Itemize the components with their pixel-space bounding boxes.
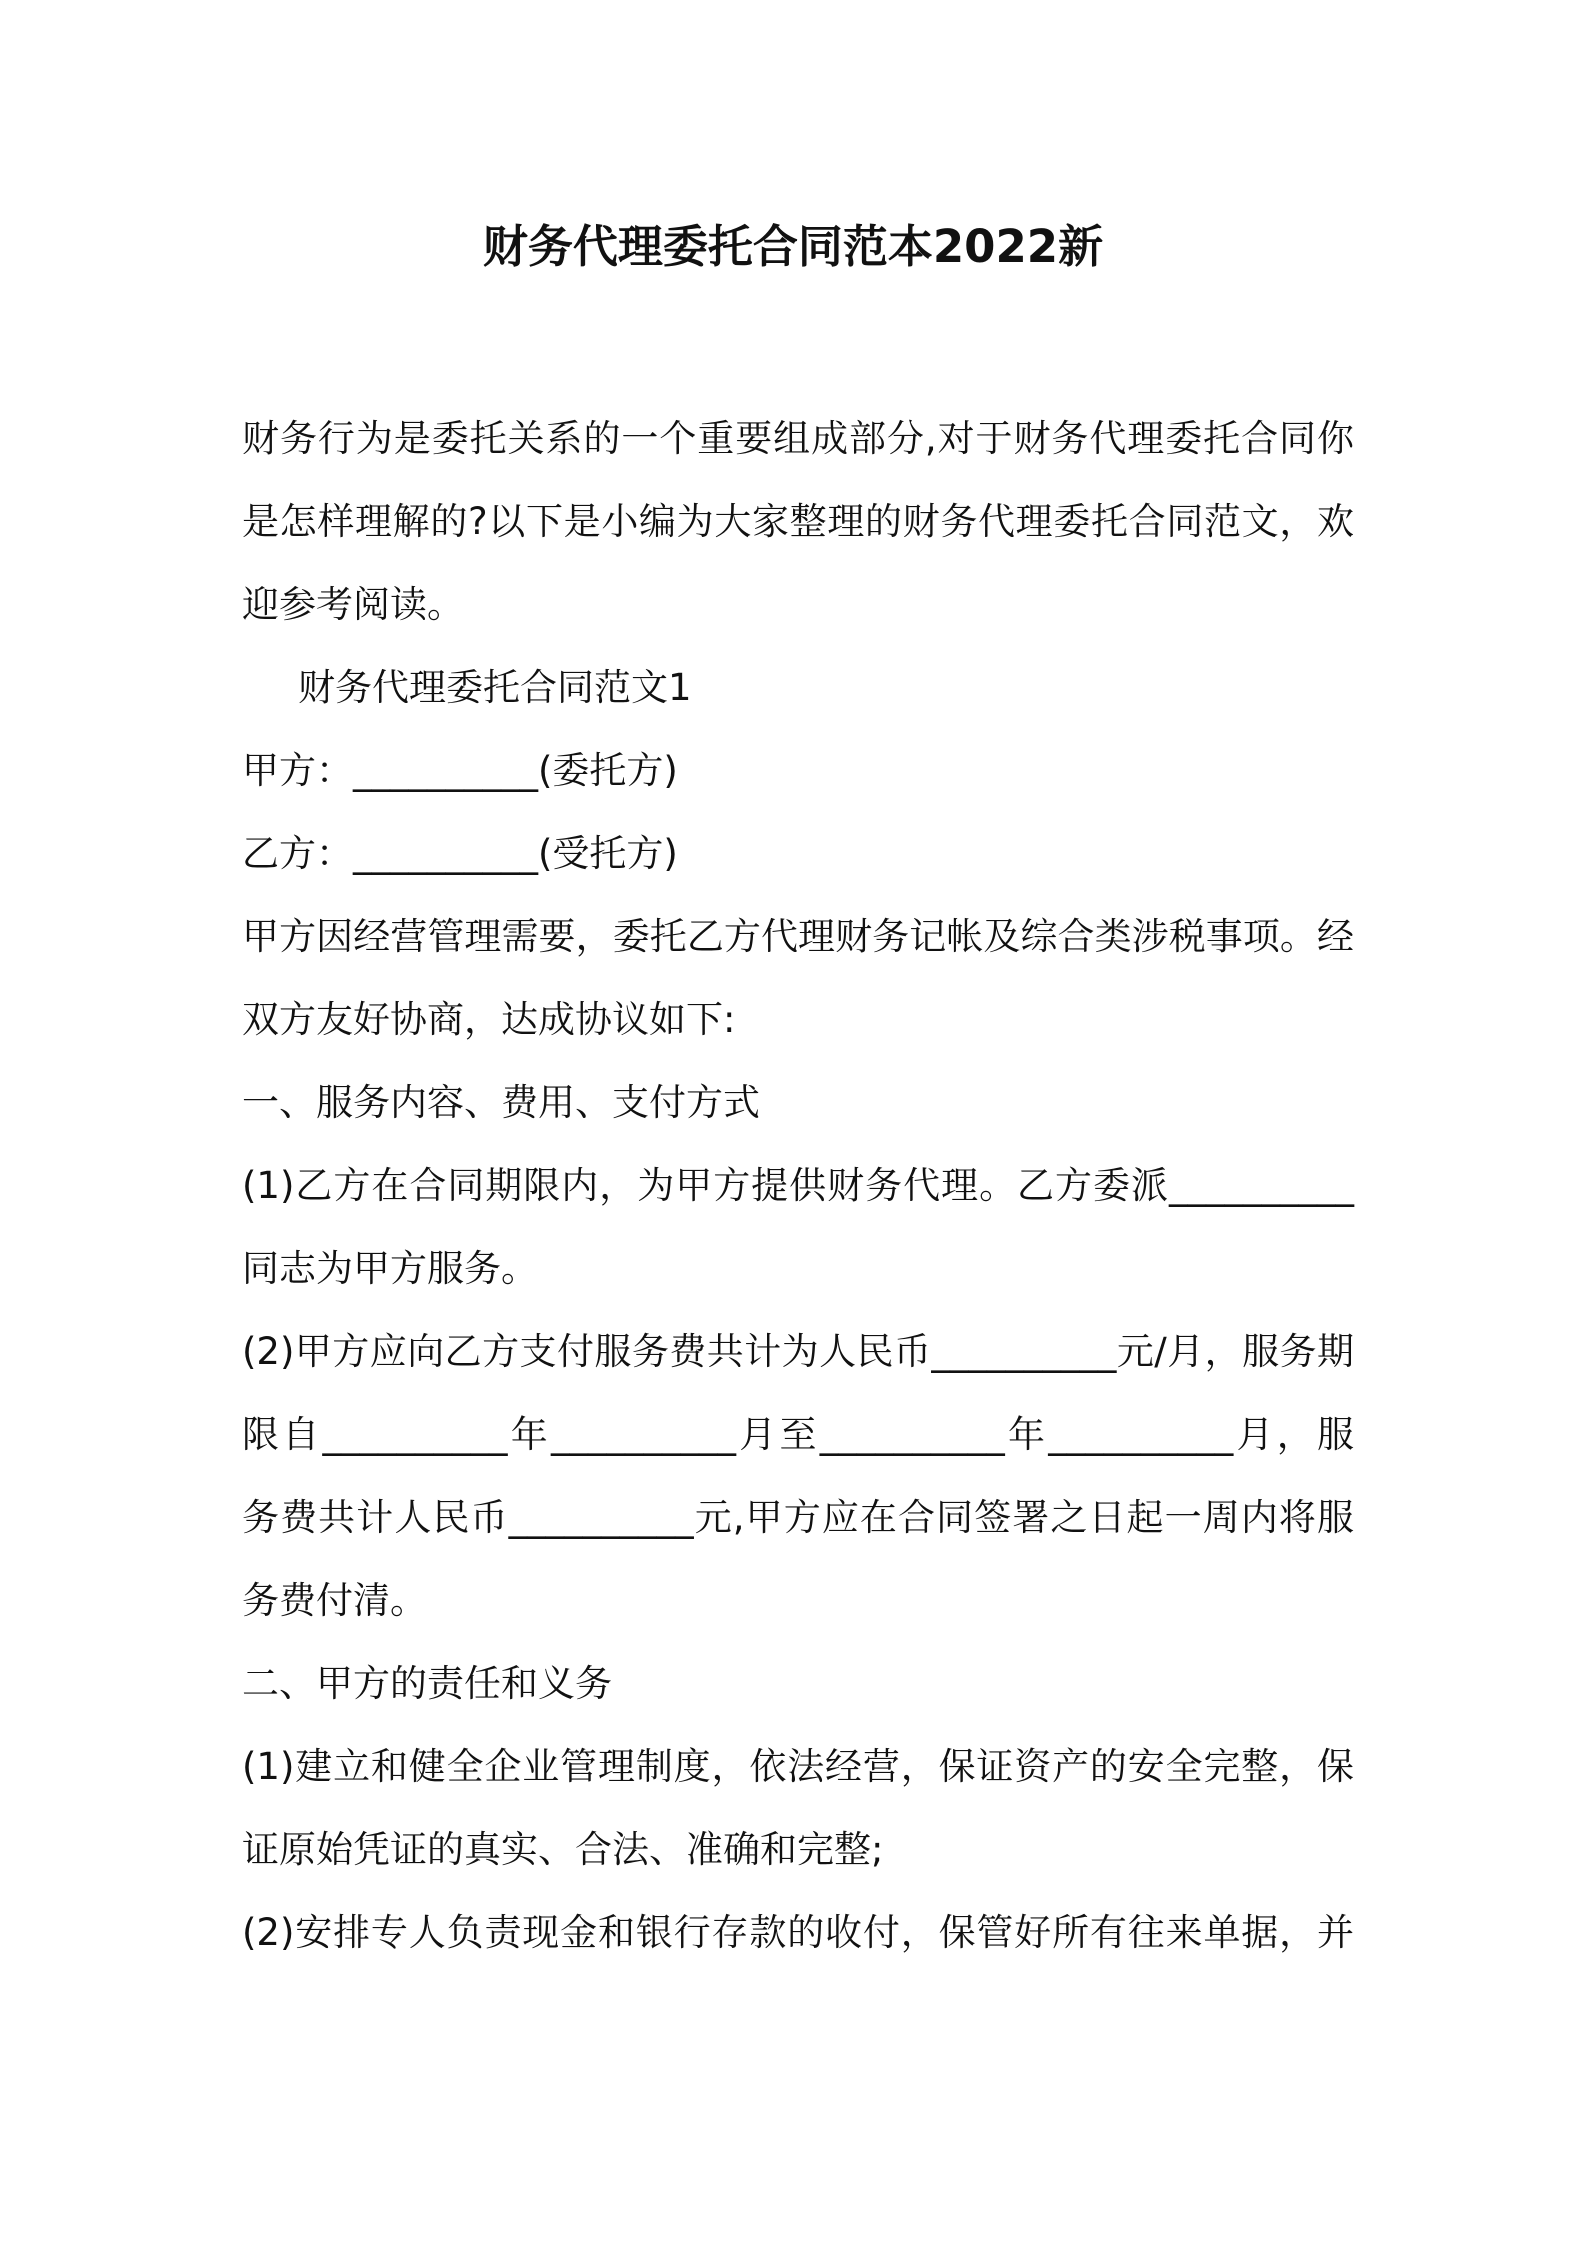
paragraph-line: 同志为甲方服务。 [242, 1247, 538, 1290]
paragraph-line: 限自__________年__________月至__________年__________月，服 [242, 1413, 1354, 1456]
paragraph-line: 务费共计人民币__________元,甲方应在合同签署之日起一周内将服 [242, 1496, 1354, 1539]
document-body [242, 397, 1354, 1974]
paragraph-line: (2)甲方应向乙方支付服务费共计为人民币__________元/月，服务期 [242, 1330, 1354, 1373]
clause-heading: 二、甲方的责任和义务 [242, 1662, 612, 1705]
paragraph-line: 迎参考阅读。 [242, 583, 464, 626]
paragraph-line: 务费付清。 [242, 1579, 427, 1622]
document-title: 财务代理委托合同范本2022新 [482, 220, 1104, 273]
paragraph-line: (1)乙方在合同期限内，为甲方提供财务代理。乙方委派__________ [242, 1164, 1354, 1207]
paragraph-line: (1)建立和健全企业管理制度，依法经营，保证资产的安全完整，保 [242, 1745, 1354, 1788]
clause-heading: 一、服务内容、费用、支付方式 [242, 1081, 760, 1124]
party-a-line: 甲方：__________(委托方) [242, 749, 678, 792]
paragraph-line: 甲方因经营管理需要，委托乙方代理财务记帐及综合类涉税事项。经 [242, 915, 1354, 958]
paragraph-line: (2)安排专人负责现金和银行存款的收付，保管好所有往来单据，并 [242, 1911, 1354, 1954]
paragraph-line: 证原始凭证的真实、合法、准确和完整; [242, 1828, 884, 1871]
party-b-line: 乙方：__________(受托方) [242, 832, 678, 875]
paragraph-line: 是怎样理解的?以下是小编为大家整理的财务代理委托合同范文，欢 [242, 500, 1354, 543]
paragraph-line: 财务行为是委托关系的一个重要组成部分,对于财务代理委托合同你 [242, 417, 1354, 460]
paragraph-line: 双方友好协商，达成协议如下: [242, 998, 736, 1041]
section-heading: 财务代理委托合同范文1 [298, 666, 692, 709]
